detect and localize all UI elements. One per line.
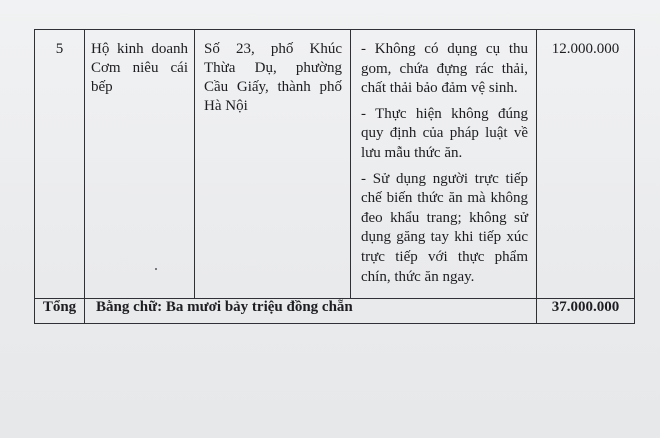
total-in-words: Bằng chữ: Ba mươi bảy triệu đồng chẵn [96, 299, 353, 315]
business-name-line: Hộ kinh doanh [91, 41, 188, 57]
violation-item [361, 40, 528, 99]
violation-line: - Không có dụng cụ thu [361, 41, 528, 57]
total-amount: 37.000.000 [551, 299, 620, 315]
violation-line: - Thực hiện không đúng [361, 105, 528, 122]
total-label-cell [35, 299, 85, 324]
violation-line: dụng găng tay khi tiếp xúc [361, 229, 528, 246]
address-line: Số 23, phố Khúc [204, 41, 342, 57]
violation-item [361, 170, 528, 288]
total-label: Tổng [42, 299, 77, 315]
violation-line: gom, chứa đựng rác thải, [361, 60, 528, 77]
address-line: Thừa Dụ, phường [204, 60, 342, 76]
table-row [35, 30, 635, 299]
violation-line: chế biến thức ăn mà không [361, 190, 528, 207]
business-name-cell [85, 30, 195, 299]
fine-amount: 12.000.000 [551, 41, 620, 57]
row-number-cell [35, 30, 85, 299]
fine-amount-cell [537, 30, 635, 299]
business-name-line: bếp [91, 79, 113, 95]
violation-line: đeo khẩu trang; không sử [361, 209, 528, 226]
scan-speck [155, 268, 157, 270]
address-line: Cầu Giấy, thành phố [204, 79, 342, 95]
business-name-line: Cơm niêu cái [91, 60, 188, 76]
violation-line: quy định của pháp luật về [361, 125, 528, 142]
violation-description-cell [351, 30, 537, 299]
total-amount-cell [537, 299, 635, 324]
violation-line: - Sử dụng người trực tiếp [361, 170, 528, 187]
row-number: 5 [55, 41, 64, 57]
total-row [35, 299, 635, 324]
violation-line: chín, thức ăn ngay. [361, 268, 475, 285]
violation-line: trực tiếp với thực phẩm [361, 248, 528, 265]
address-line: Hà Nội [204, 98, 248, 114]
violation-item [361, 105, 528, 164]
total-in-words-cell [85, 299, 537, 324]
violation-fines-table [34, 29, 635, 324]
violation-line: lưu mẫu thức ăn. [361, 144, 463, 161]
address-cell [195, 30, 351, 299]
violation-line: chất thải bảo đảm vệ sinh. [361, 80, 518, 97]
